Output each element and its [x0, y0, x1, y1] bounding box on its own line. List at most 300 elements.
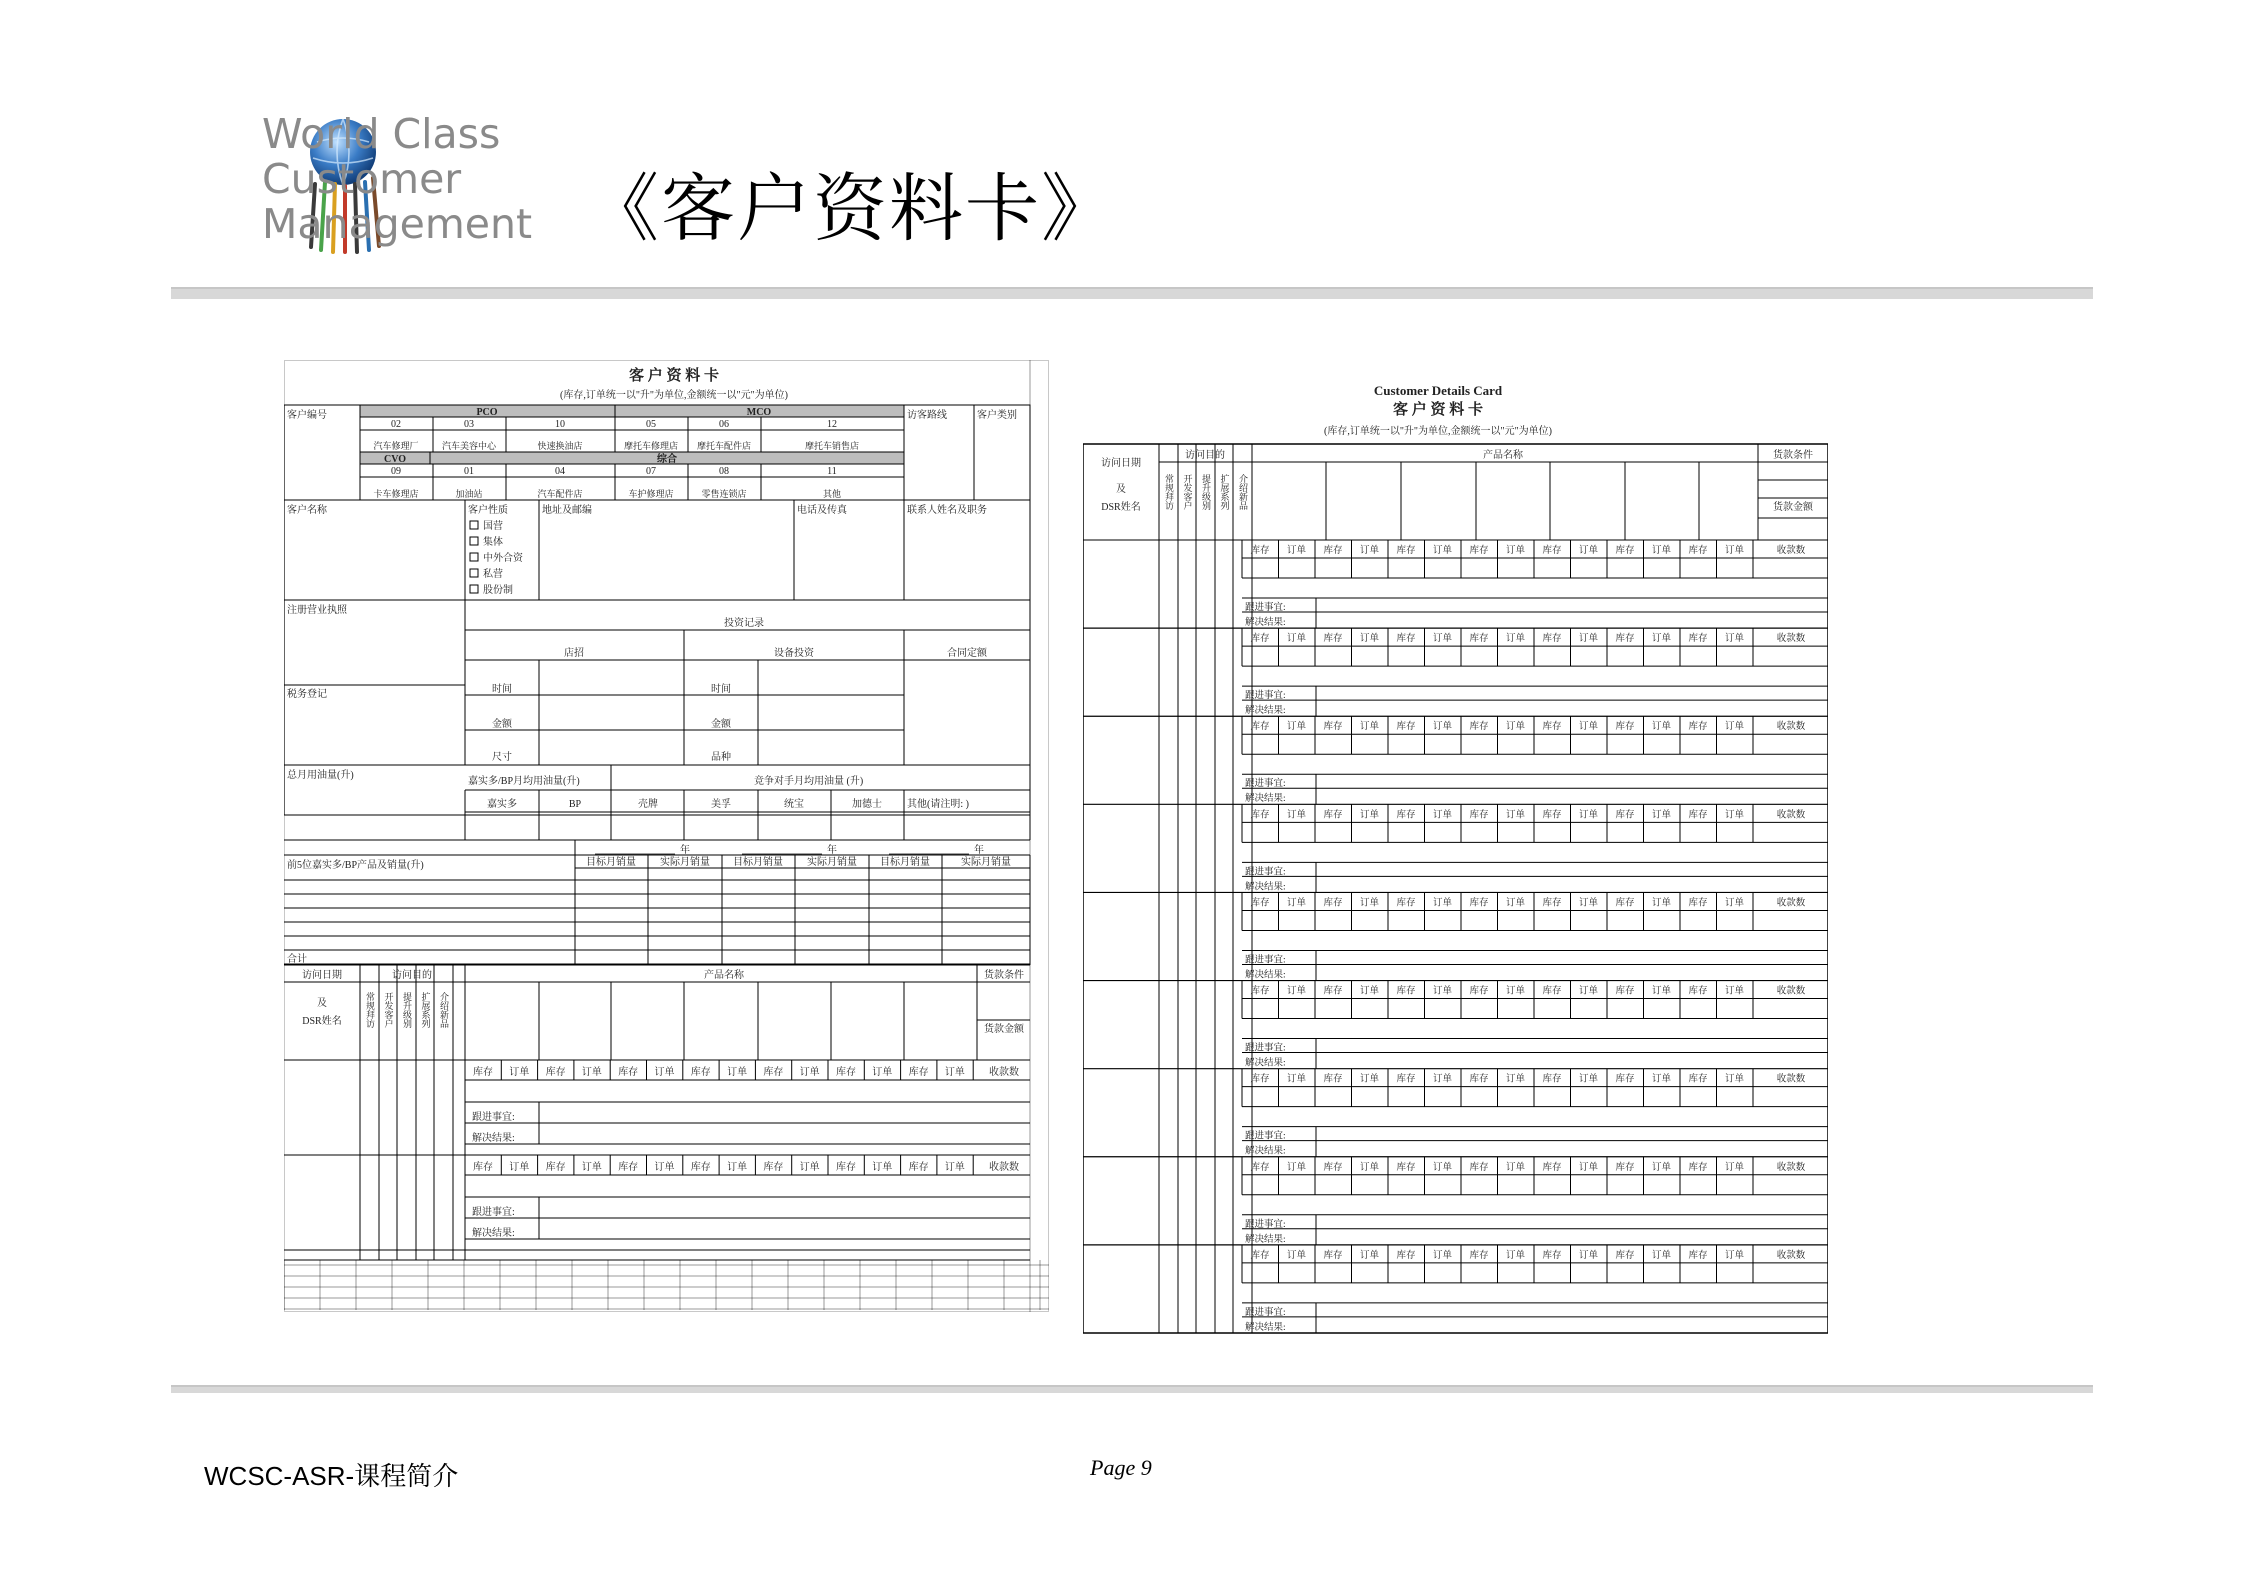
form-label: 时间: [492, 684, 512, 695]
sales-header: 目标月销量: [880, 857, 930, 868]
stock-order-header: 库存: [1469, 898, 1489, 909]
stock-order-header: 库存: [1396, 1250, 1416, 1261]
form-label: 前5位嘉实多/BP产品及销量(升): [287, 860, 424, 871]
stock-order-header: 订单: [1359, 546, 1380, 556]
stock-order-header: 订单: [1578, 1250, 1599, 1261]
stock-order-header: 订单: [1724, 634, 1745, 645]
stock-order-header: 库存: [1542, 986, 1562, 997]
sales-header: 实际月销量: [807, 857, 857, 868]
stock-order-header: 订单: [1359, 634, 1380, 645]
form-label: 设备投资: [774, 648, 814, 659]
page-title: 《客户资料卡》: [585, 166, 1117, 252]
visit-purpose-label: 开发客户: [1182, 474, 1193, 510]
stock-order-header: 库存: [763, 1162, 784, 1173]
form-label: 金额: [492, 719, 512, 730]
form-label: 客户名称: [287, 505, 327, 516]
stock-order-header: 订单: [581, 1162, 602, 1173]
collected-header: 收款数: [1776, 1162, 1806, 1173]
stock-order-header: 库存: [1615, 546, 1635, 556]
brand-name-cell: BP: [568, 799, 582, 810]
collected-header: 收款数: [989, 1162, 1019, 1173]
stock-order-header: 库存: [1688, 1250, 1708, 1261]
form-label: 解决结果:: [1245, 1322, 1286, 1333]
category-name-cell: 加油站: [455, 489, 483, 499]
stock-order-header: 库存: [1688, 986, 1708, 997]
stock-order-header: 订单: [654, 1067, 675, 1078]
stock-order-header: 库存: [1688, 634, 1708, 645]
brand-other-cell: 其他(请注明: ): [907, 799, 969, 810]
stock-order-header: 库存: [1323, 722, 1343, 733]
form-label: 解决结果:: [1245, 618, 1286, 628]
brand-name-cell: 加德士: [852, 799, 882, 810]
form-label: 及: [317, 998, 327, 1009]
form-label: 产品名称: [1483, 450, 1523, 461]
stock-order-header: 订单: [1505, 986, 1526, 997]
form-label: 跟进事宜:: [1245, 1043, 1286, 1054]
nature-checkbox[interactable]: [470, 585, 478, 593]
form-label: 货款金额: [1773, 502, 1813, 513]
stock-order-header: 订单: [1505, 1074, 1526, 1085]
category-name-cell: 摩托车配件店: [696, 441, 752, 451]
stock-order-header: 库存: [1615, 1250, 1635, 1261]
stock-order-header: 库存: [545, 1162, 566, 1173]
collected-header: 收款数: [1776, 986, 1806, 997]
stock-order-header: 库存: [1542, 1250, 1562, 1261]
stock-order-header: 库存: [1469, 1162, 1489, 1173]
stock-order-header: 库存: [1615, 634, 1635, 645]
stock-order-header: 库存: [1323, 810, 1343, 821]
collected-header: 收款数: [1776, 1250, 1806, 1261]
stock-order-header: 订单: [1359, 986, 1380, 997]
stock-order-header: 订单: [727, 1067, 748, 1078]
form-label: DSR姓名: [302, 1016, 342, 1027]
stock-order-header: 库存: [1542, 1074, 1562, 1085]
stock-order-header: 订单: [1724, 810, 1745, 821]
form-label: 跟进事宜:: [1245, 867, 1286, 878]
form-label: 客户类别: [977, 410, 1017, 421]
stock-order-header: 库存: [908, 1067, 929, 1078]
stock-order-header: 订单: [1505, 722, 1526, 733]
stock-order-header: 库存: [473, 1067, 493, 1078]
stock-order-header: 订单: [581, 1067, 602, 1078]
stock-order-header: 库存: [545, 1067, 566, 1078]
stock-order-header: 订单: [1286, 1074, 1307, 1085]
cvo-header: CVO: [383, 454, 407, 465]
visit-purpose-label: 介绍新品: [1238, 474, 1248, 510]
stock-order-header: 订单: [1286, 986, 1307, 997]
stock-order-header: 订单: [1359, 722, 1380, 733]
stock-order-header: 订单: [1505, 810, 1526, 821]
visit-purpose-label: 提升级别: [1201, 474, 1211, 510]
code-cell: 05: [646, 419, 656, 430]
form-label: 品种: [711, 752, 731, 763]
stock-order-header: 订单: [1286, 810, 1307, 821]
stock-order-header: 订单: [1651, 986, 1672, 997]
form-label: 嘉实多/BP月均用油量(升): [468, 776, 580, 787]
collected-header: 收款数: [1776, 810, 1806, 821]
nature-checkbox[interactable]: [470, 553, 478, 561]
combo-header: 综合: [657, 454, 677, 465]
code-cell: 09: [391, 466, 401, 477]
pco-header: PCO: [476, 407, 498, 418]
category-name-cell: 汽车修理厂: [373, 441, 419, 451]
stock-order-header: 库存: [1396, 1074, 1416, 1085]
brand-name-cell: 嘉实多: [487, 799, 517, 810]
form-label: 税务登记: [287, 689, 327, 700]
mco-header: MCO: [746, 407, 772, 418]
form-label: 解决结果:: [472, 1133, 515, 1144]
stock-order-header: 订单: [1724, 1074, 1745, 1085]
stock-order-header: 订单: [1651, 546, 1672, 556]
stock-order-header: 库存: [690, 1067, 711, 1078]
collected-header: 收款数: [989, 1067, 1019, 1078]
stock-order-header: 订单: [1651, 722, 1672, 733]
stock-order-header: 库存: [1250, 898, 1270, 909]
stock-order-header: 库存: [1250, 1074, 1270, 1085]
visit-purpose-label: 扩展系列: [1219, 474, 1230, 510]
footer-course-label: WCSC-ASR-课程简介: [204, 1461, 459, 1491]
stock-order-header: 订单: [944, 1067, 965, 1078]
stock-order-header: 订单: [509, 1067, 530, 1078]
stock-order-header: 库存: [1469, 1250, 1489, 1261]
form-label: 投资记录: [724, 618, 764, 629]
stock-order-header: 库存: [1542, 898, 1562, 909]
stock-order-header: 订单: [1432, 634, 1453, 645]
category-name-cell: 汽车配件店: [537, 489, 583, 499]
nature-checkbox[interactable]: [470, 569, 478, 577]
form-label: 访问日期: [1101, 458, 1141, 469]
form-title: 客 户 资 料 卡: [1392, 402, 1484, 418]
form-label: 解决结果:: [472, 1228, 515, 1239]
stock-order-header: 订单: [1432, 810, 1453, 821]
form-label: 访问目的: [1185, 450, 1225, 461]
form-label: 跟进事宜:: [1245, 691, 1286, 702]
stock-order-header: 库存: [690, 1162, 711, 1173]
form-label: 货款条件: [1773, 450, 1813, 461]
code-cell: 02: [391, 419, 401, 430]
form-label: 解决结果:: [1245, 1234, 1286, 1245]
stock-order-header: 订单: [1724, 986, 1745, 997]
customer-card-form-left: [284, 360, 1049, 1312]
stock-order-header: 订单: [1651, 1250, 1672, 1261]
brand-name-cell: 壳牌: [638, 799, 658, 810]
stock-order-header: 订单: [1286, 1250, 1307, 1261]
stock-order-header: 库存: [1469, 546, 1489, 556]
stock-order-header: 库存: [908, 1162, 929, 1173]
stock-order-header: 订单: [1359, 1074, 1380, 1085]
form-label: 电话及传真: [797, 505, 847, 516]
form-label: 跟进事宜:: [1245, 1219, 1286, 1230]
year-label: 年: [974, 845, 984, 856]
stock-order-header: 库存: [618, 1067, 639, 1078]
form-label: 解决结果:: [1245, 794, 1286, 805]
stock-order-header: 订单: [1578, 810, 1599, 821]
form-subtitle: (库存,订单统一以"升"为单位,金额统一以"元"为单位): [560, 390, 788, 401]
stock-order-header: 库存: [1250, 986, 1270, 997]
sales-header: 实际月销量: [660, 857, 710, 868]
stock-order-header: 库存: [1396, 898, 1416, 909]
code-cell: 07: [646, 466, 656, 477]
sales-header: 目标月销量: [733, 857, 783, 868]
collected-header: 收款数: [1776, 634, 1806, 645]
brand-name-cell: 美孚: [711, 799, 731, 810]
stock-order-header: 订单: [1505, 1162, 1526, 1173]
form-label: 合计: [287, 954, 307, 965]
stock-order-header: 订单: [1724, 722, 1745, 733]
nature-option-label: 集体: [483, 537, 503, 548]
stock-order-header: 订单: [1359, 1250, 1380, 1261]
category-name-cell: 车护修理店: [628, 489, 674, 499]
stock-order-header: 库存: [1688, 1074, 1708, 1085]
form-label: 尺寸: [492, 752, 512, 763]
stock-order-header: 库存: [1615, 898, 1635, 909]
stock-order-header: 订单: [1432, 722, 1453, 733]
stock-order-header: 库存: [1615, 1162, 1635, 1173]
stock-order-header: 订单: [1359, 898, 1380, 909]
form-label: 联系人姓名及职务: [907, 505, 987, 516]
stock-order-header: 订单: [944, 1162, 965, 1173]
category-name-cell: 快速换油店: [537, 441, 583, 451]
form-label: 注册营业执照: [287, 605, 347, 616]
stock-order-header: 库存: [1396, 1162, 1416, 1173]
stock-order-header: 库存: [1688, 722, 1708, 733]
code-cell: 06: [719, 419, 729, 430]
form-title-en: Customer Details Card: [1373, 383, 1503, 398]
stock-order-header: 库存: [1250, 634, 1270, 645]
stock-order-header: 库存: [1469, 1074, 1489, 1085]
bottom-divider: [171, 1385, 2093, 1393]
stock-order-header: 订单: [799, 1067, 820, 1078]
stock-order-header: 库存: [836, 1067, 856, 1078]
stock-order-header: 订单: [1505, 898, 1526, 909]
category-name-cell: 卡车修理店: [373, 489, 419, 499]
stock-order-header: 订单: [872, 1067, 893, 1078]
stock-order-header: 库存: [618, 1162, 639, 1173]
stock-order-header: 订单: [1432, 898, 1453, 909]
stock-order-header: 订单: [1578, 634, 1599, 645]
nature-option-label: 私营: [483, 569, 503, 580]
stock-order-header: 库存: [1323, 986, 1343, 997]
code-cell: 08: [719, 466, 729, 477]
nature-option-label: 国营: [483, 521, 503, 532]
stock-order-header: 库存: [1469, 722, 1489, 733]
form-label: 访客路线: [907, 410, 947, 421]
code-cell: 12: [827, 419, 837, 430]
form-label: 跟进事宜:: [1245, 779, 1286, 790]
stock-order-header: 订单: [1505, 546, 1526, 556]
stock-order-header: 库存: [1323, 546, 1343, 556]
form-label: 跟进事宜:: [1245, 955, 1286, 966]
stock-order-header: 订单: [1651, 1074, 1672, 1085]
stock-order-header: 订单: [1432, 1162, 1453, 1173]
stock-order-header: 订单: [1286, 722, 1307, 733]
form-label: 客户性质: [468, 505, 508, 516]
stock-order-header: 库存: [1688, 546, 1708, 556]
form-label: 客户编号: [287, 410, 327, 421]
form-label: 跟进事宜:: [1245, 1131, 1286, 1142]
stock-order-header: 订单: [1578, 1074, 1599, 1085]
sales-header: 目标月销量: [586, 857, 636, 868]
form-label: 金额: [711, 719, 731, 730]
collected-header: 收款数: [1776, 546, 1806, 556]
stock-order-header: 库存: [1542, 810, 1562, 821]
form-label: 总月用油量(升): [287, 770, 354, 781]
stock-order-header: 库存: [1250, 810, 1270, 821]
stock-order-header: 库存: [1396, 986, 1416, 997]
form-label: 时间: [711, 684, 731, 695]
category-name-cell: 其他: [822, 489, 842, 499]
stock-order-header: 订单: [727, 1162, 748, 1173]
form-label: 访问日期: [302, 970, 342, 981]
stock-order-header: 订单: [1578, 722, 1599, 733]
visit-purpose-label: 提升级别: [402, 992, 412, 1028]
stock-order-header: 库存: [1323, 1162, 1343, 1173]
visit-purpose-label: 常规拜访: [365, 992, 375, 1028]
stock-order-header: 库存: [1542, 1162, 1562, 1173]
stock-order-header: 库存: [473, 1162, 493, 1173]
form-label: 解决结果:: [1245, 706, 1286, 717]
stock-order-header: 订单: [1286, 634, 1307, 645]
stock-order-header: 库存: [1396, 546, 1416, 556]
stock-order-header: 订单: [1578, 546, 1599, 556]
stock-order-header: 订单: [1724, 546, 1745, 556]
code-cell: 10: [555, 419, 565, 430]
brand-name-cell: 统宝: [784, 799, 804, 810]
form-label: 访问目的: [392, 970, 432, 981]
footer-page-number: Page 9: [1090, 1455, 1152, 1480]
stock-order-header: 订单: [1286, 898, 1307, 909]
form-label: 及: [1116, 484, 1126, 495]
form-label: 解决结果:: [1245, 1058, 1286, 1069]
form-label: 解决结果:: [1245, 970, 1286, 981]
stock-order-header: 库存: [1542, 546, 1562, 556]
form-label: 跟进事宜:: [1245, 1307, 1286, 1318]
stock-order-header: 订单: [654, 1162, 675, 1173]
stock-order-header: 订单: [1724, 1250, 1745, 1261]
form-label: 合同定额: [947, 648, 987, 659]
category-name-cell: 零售连锁店: [701, 489, 747, 499]
stock-order-header: 库存: [1615, 810, 1635, 821]
nature-option-label: 股份制: [483, 585, 513, 596]
nature-checkbox[interactable]: [470, 521, 478, 529]
logo-line-3: Management: [262, 200, 533, 248]
stock-order-header: 订单: [1432, 986, 1453, 997]
stock-order-header: 订单: [1286, 546, 1307, 556]
stock-order-header: 库存: [1250, 1162, 1270, 1173]
stock-order-header: 库存: [763, 1067, 784, 1078]
form-subtitle: (库存,订单统一以"升"为单位,金额统一以"元"为单位): [1324, 426, 1552, 437]
stock-order-header: 订单: [1432, 1250, 1453, 1261]
nature-option-label: 中外合资: [483, 553, 523, 564]
stock-order-header: 库存: [1688, 898, 1708, 909]
form-label: 地址及邮编: [542, 505, 592, 516]
stock-order-header: 库存: [1396, 810, 1416, 821]
visit-purpose-label: 开发客户: [383, 992, 394, 1028]
stock-order-header: 订单: [1359, 810, 1380, 821]
stock-order-header: 订单: [1286, 1162, 1307, 1173]
form-label: 跟进事宜:: [472, 1207, 515, 1218]
stock-order-header: 库存: [1542, 722, 1562, 733]
stock-order-header: 订单: [1651, 634, 1672, 645]
stock-order-header: 库存: [1323, 1250, 1343, 1261]
collected-header: 收款数: [1776, 898, 1806, 909]
stock-order-header: 订单: [1432, 1074, 1453, 1085]
stock-order-header: 库存: [1615, 722, 1635, 733]
stock-order-header: 订单: [872, 1162, 893, 1173]
stock-order-header: 库存: [1615, 1074, 1635, 1085]
stock-order-header: 订单: [1505, 1250, 1526, 1261]
stock-order-header: 订单: [1578, 1162, 1599, 1173]
year-label: 年: [680, 845, 690, 856]
stock-order-header: 库存: [836, 1162, 856, 1173]
stock-order-header: 库存: [1542, 634, 1562, 645]
stock-order-header: 库存: [1469, 634, 1489, 645]
top-divider: [171, 287, 2093, 299]
form-label: DSR姓名: [1101, 502, 1141, 513]
stock-order-header: 库存: [1396, 722, 1416, 733]
form-label: 货款金额: [984, 1024, 1024, 1035]
stock-order-header: 库存: [1323, 898, 1343, 909]
category-name-cell: 摩托车销售店: [804, 441, 860, 451]
stock-order-header: 库存: [1323, 634, 1343, 645]
stock-order-header: 订单: [1651, 898, 1672, 909]
form-label: 解决结果:: [1245, 882, 1286, 893]
stock-order-header: 库存: [1469, 986, 1489, 997]
form-label: 竞争对手月均用油量 (升): [754, 776, 864, 787]
stock-order-header: 库存: [1250, 546, 1270, 556]
form-title: 客 户 资 料 卡: [628, 368, 720, 384]
nature-checkbox[interactable]: [470, 537, 478, 545]
code-cell: 11: [827, 466, 837, 477]
category-name-cell: 汽车美容中心: [441, 441, 497, 451]
form-label: 产品名称: [704, 970, 744, 981]
visit-purpose-label: 介绍新品: [439, 992, 449, 1028]
stock-order-header: 订单: [799, 1162, 820, 1173]
collected-header: 收款数: [1776, 1074, 1806, 1085]
stock-order-header: 订单: [1432, 546, 1453, 556]
form-label: 跟进事宜:: [1245, 603, 1286, 613]
stock-order-header: 库存: [1688, 810, 1708, 821]
stock-order-header: 订单: [1359, 1162, 1380, 1173]
category-name-cell: 摩托车修理店: [623, 441, 679, 451]
stock-order-header: 库存: [1396, 634, 1416, 645]
logo-wordmark: [262, 112, 562, 247]
customer-details-card-form-right: [1083, 380, 1828, 1335]
visit-purpose-label: 常规拜访: [1164, 474, 1174, 510]
code-cell: 04: [555, 466, 565, 477]
form-label: 跟进事宜:: [472, 1112, 515, 1123]
form-label: 解决结果:: [1245, 1146, 1286, 1157]
year-label: 年: [827, 845, 837, 856]
stock-order-header: 订单: [1651, 810, 1672, 821]
stock-order-header: 库存: [1469, 810, 1489, 821]
form-label: 货款条件: [984, 970, 1024, 981]
stock-order-header: 库存: [1323, 1074, 1343, 1085]
stock-order-header: 订单: [1505, 634, 1526, 645]
logo-line-1: World Class: [262, 110, 501, 158]
stock-order-header: 订单: [1578, 898, 1599, 909]
form-label: 店招: [564, 648, 584, 659]
stock-order-header: 订单: [1724, 898, 1745, 909]
code-cell: 03: [464, 419, 474, 430]
stock-order-header: 库存: [1250, 1250, 1270, 1261]
visit-purpose-label: 扩展系列: [420, 992, 431, 1028]
logo-line-2: Customer: [262, 155, 462, 203]
collected-header: 收款数: [1776, 722, 1806, 733]
stock-order-header: 库存: [1688, 1162, 1708, 1173]
code-cell: 01: [464, 466, 474, 477]
stock-order-header: 订单: [1578, 986, 1599, 997]
